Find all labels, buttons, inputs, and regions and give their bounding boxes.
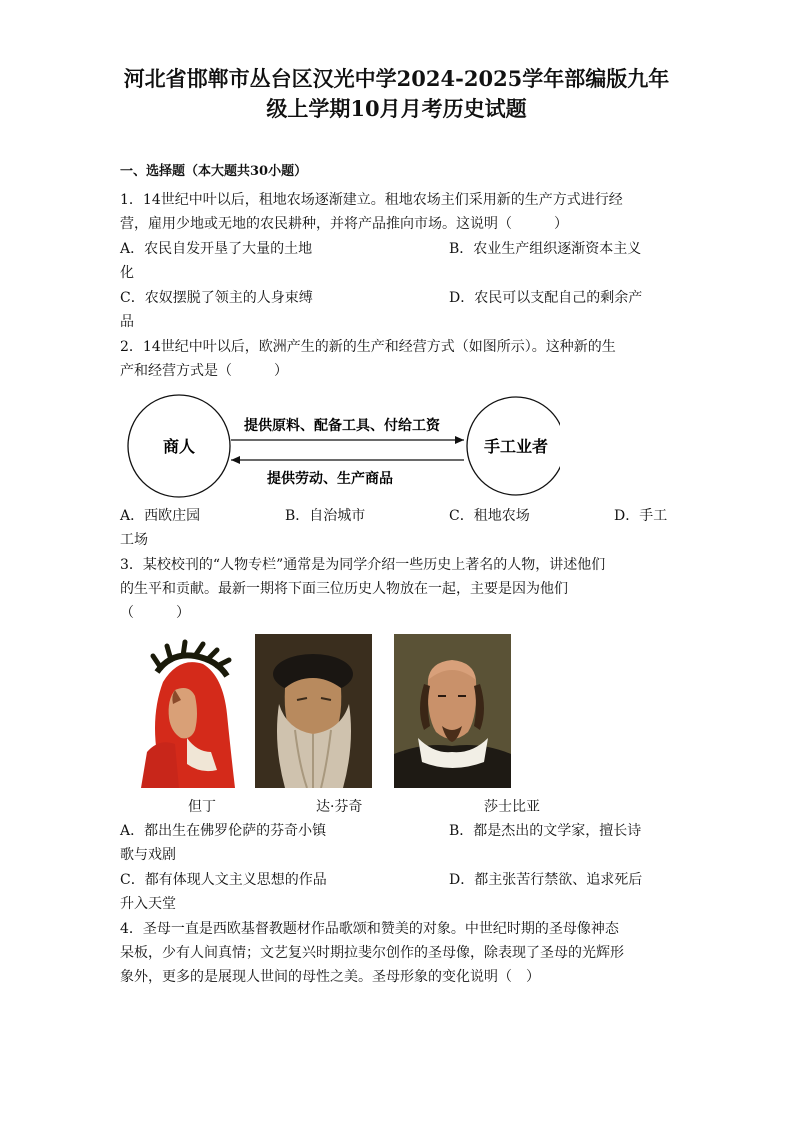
section-heading: 一、选择题（本大题共30小题） [120,164,308,179]
q2-option-d: D．手工 [614,508,668,524]
title-line-1: 河北省邯郸市丛台区汉光中学2024-2025学年部编版九年 [123,66,670,91]
document-title [0,64,793,124]
craftsman-node-label: 手工业者 [483,437,549,456]
portrait-shakespeare [394,634,511,788]
q2-option-a: A．西欧庄园 [120,508,201,524]
merchant-node-label: 商人 [162,437,196,456]
q3-option-d-continued: 升入天堂 [120,896,176,912]
q1-option-b-continued: 化 [120,265,134,281]
q1-stem-line-2: 营，雇用少地或无地的农民耕种，并将产品推向市场。这说明（ ） [120,216,568,232]
q3-option-b: B．都是杰出的文学家，擅长诗 [449,823,642,839]
q2-stem-line-1: 2．14世纪中叶以后，欧洲产生的新的生产和经营方式（如图所示）。这种新的生 [120,339,616,355]
q4-stem-line-1: 4．圣母一直是西欧基督教题材作品歌颂和赞美的对象。中世纪时期的圣母像神态 [120,921,619,937]
q2-option-d-continued: 工场 [120,532,148,548]
arrow-bottom-label: 提供劳动、生产商品 [267,471,393,487]
caption-dante: 但丁 [188,799,216,815]
q1-option-a: A．农民自发开垦了大量的土地 [120,241,313,257]
title-line-2: 级上学期10月月考历史试题 [266,96,527,121]
q3-stem-line-3: （ ） [120,605,190,621]
caption-shakespeare: 莎士比亚 [484,799,540,815]
q2-option-c: C．租地农场 [449,508,530,524]
production-mode-diagram [120,388,560,504]
q2-stem-line-2: 产和经营方式是（ ） [120,363,288,379]
q1-option-b: B．农业生产组织逐渐资本主义 [449,241,642,257]
q1-stem-line-1: 1．14世纪中叶以后，租地农场逐渐建立。租地农场主们采用新的生产方式进行经 [120,192,623,208]
q2-option-b: B．自治城市 [285,508,366,524]
arrow-top-label: 提供原料、配备工具、付给工资 [244,418,440,434]
q1-option-d: D．农民可以支配自己的剩余产 [449,290,643,306]
q3-stem-line-2: 的生平和贡献。最新一期将下面三位历史人物放在一起，主要是因为他们 [120,581,568,597]
q3-stem-line-1: 3．某校校刊的“人物专栏”通常是为同学介绍一些历史上著名的人物，讲述他们 [120,557,606,573]
q3-option-c: C．都有体现人文主义思想的作品 [120,872,327,888]
caption-da-vinci: 达·芬奇 [316,799,363,815]
q3-option-d: D．都主张苦行禁欲、追求死后 [449,872,643,888]
q4-stem-line-3: 象外，更多的是展现人世间的母性之美。圣母形象的变化说明（ ） [120,969,540,985]
portrait-da-vinci [255,634,372,788]
portrait-dante [131,634,235,788]
q1-option-d-continued: 品 [120,314,134,330]
q3-option-a: A．都出生在佛罗伦萨的芬奇小镇 [120,823,327,839]
q3-option-b-continued: 歌与戏剧 [120,847,176,863]
q1-option-c: C．农奴摆脱了领主的人身束缚 [120,290,313,306]
q4-stem-line-2: 呆板，少有人间真情；文艺复兴时期拉斐尔创作的圣母像，除表现了圣母的光辉形 [120,945,624,961]
